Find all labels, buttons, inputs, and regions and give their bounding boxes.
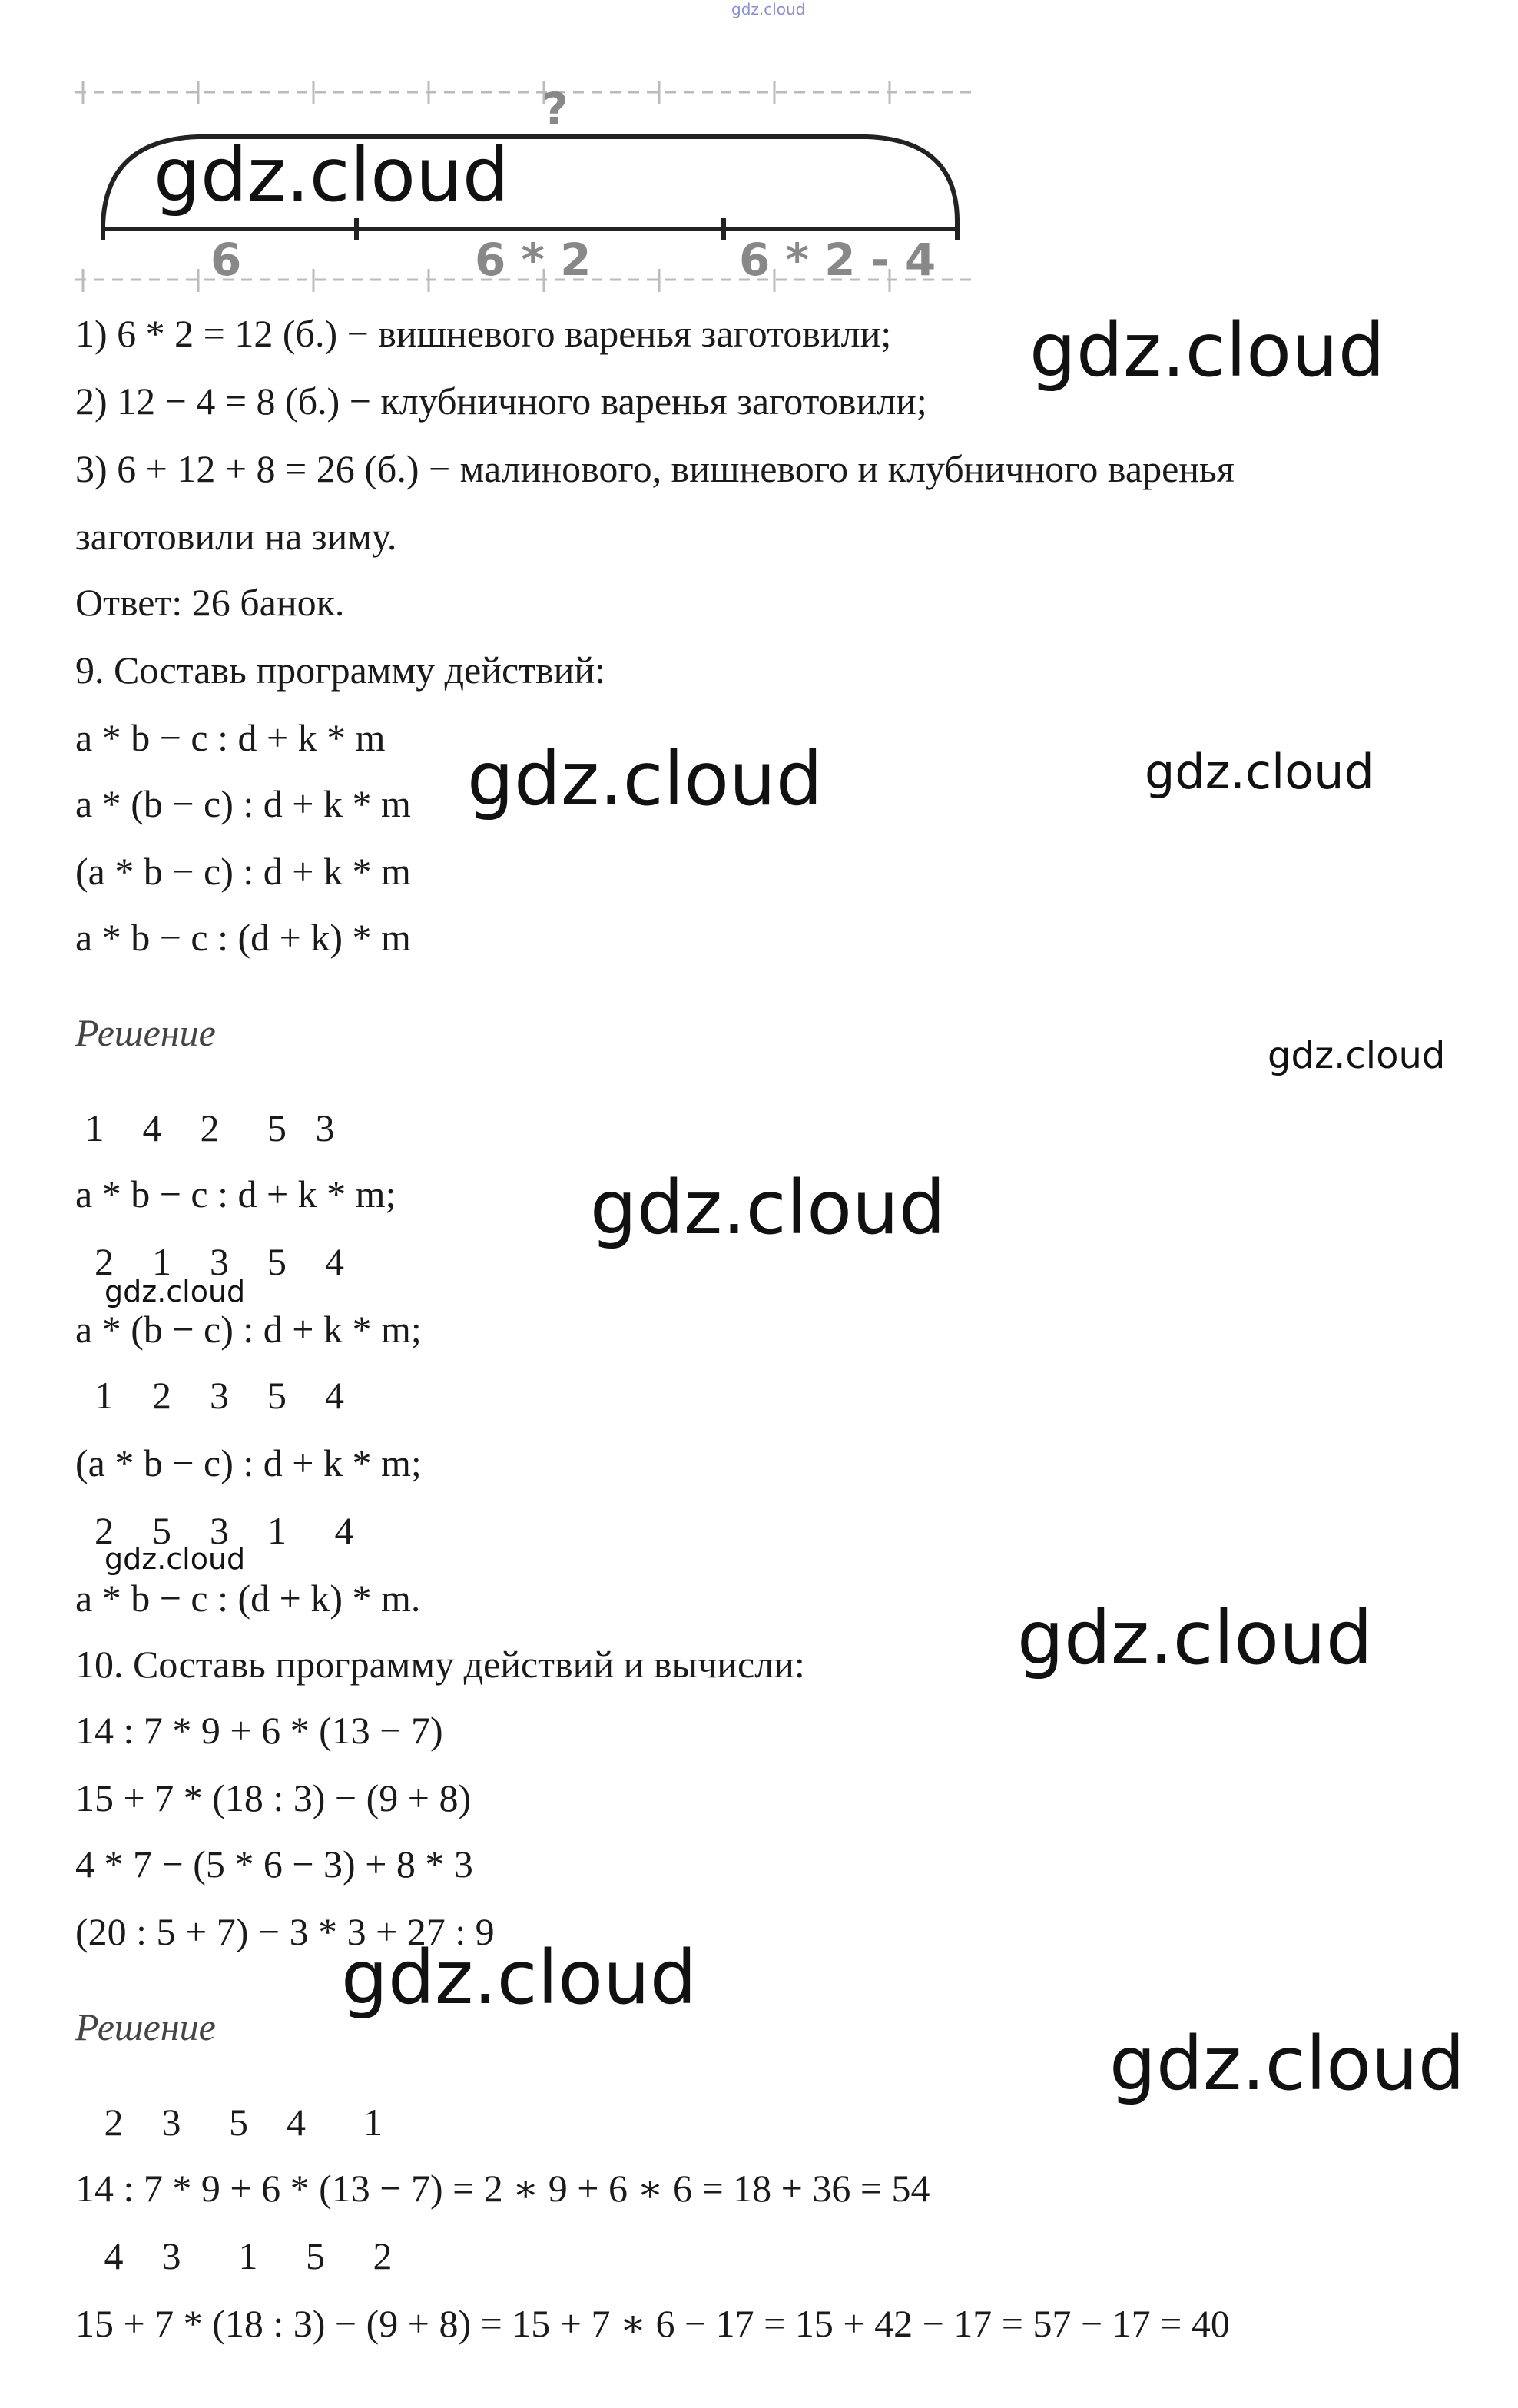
solution-step-3: 3) 6 + 12 + 8 = 26 (б.) − малинового, вишневого и клубничного варенья: [75, 447, 1235, 490]
order-numbers-1: 1 4 2 5 3: [75, 1106, 335, 1149]
segment-label-1: 6: [210, 234, 242, 286]
task-10-expr-2: 15 + 7 * (18 : 3) − (9 + 8): [75, 1776, 472, 1819]
order-numbers-4: 2 5 3 1 4: [75, 1509, 354, 1552]
order-numbers-5: 2 3 5 4 1: [75, 2101, 383, 2144]
task-9-title: 9. Составь программу действий:: [75, 648, 606, 692]
task-10-expr-1: 14 : 7 * 9 + 6 * (13 − 7): [75, 1709, 443, 1752]
order-numbers-3: 1 2 3 5 4: [75, 1374, 344, 1417]
watermark-top: gdz.cloud: [731, 0, 806, 18]
question-label: ?: [542, 83, 568, 135]
watermark: gdz.cloud: [154, 132, 509, 218]
watermark: gdz.cloud: [1017, 1595, 1373, 1681]
watermark: gdz.cloud: [1109, 2021, 1465, 2107]
watermark: gdz.cloud: [104, 1275, 246, 1308]
task-9-answer-3: (a * b − c) : d + k * m;: [75, 1441, 422, 1484]
segment-label-2: 6 * 2: [475, 234, 592, 286]
watermark: gdz.cloud: [590, 1165, 946, 1251]
task-9-expr-2: a * (b − c) : d + k * m: [75, 782, 411, 825]
solution-step-2: 2) 12 − 4 = 8 (б.) − клубничного варенья заготовили;: [75, 380, 927, 423]
task-9-answer-1: a * b − c : d + k * m;: [75, 1172, 396, 1216]
watermark: gdz.cloud: [1145, 744, 1374, 800]
task-9-expr-1: a * b − c : d + k * m: [75, 716, 386, 759]
task-10-order-2: 4 3 1 5 2: [75, 2234, 393, 2277]
task-9-answer-2: a * (b − c) : d + k * m;: [75, 1308, 422, 1351]
solution-step-1: 1) 6 * 2 = 12 (б.) − вишневого варенья заготовили;: [75, 312, 892, 355]
solution-step-3-cont: заготовили на зиму.: [75, 515, 397, 558]
task-10-expr-3: 4 * 7 − (5 * 6 − 3) + 8 * 3: [75, 1842, 473, 1886]
task-10-answer-2: 15 + 7 * (18 : 3) − (9 + 8) = 15 + 7 ∗ 6 − 17 = 15 + 42 − 17 = 57 − 17 = 40: [75, 2302, 1230, 2345]
solution-heading-10: Решение: [75, 2005, 216, 2048]
task-10-title: 10. Составь программу действий и вычисли:: [75, 1643, 805, 1686]
solution-heading-9: Решение: [75, 1011, 216, 1054]
task-9-expr-4: a * b − c : (d + k) * m: [75, 916, 411, 959]
task-10-answer-1: 14 : 7 * 9 + 6 * (13 − 7) = 2 ∗ 9 + 6 ∗ 6 = 18 + 36 = 54: [75, 2167, 930, 2210]
watermark: gdz.cloud: [341, 1935, 697, 2021]
task-9-expr-3: (a * b − c) : d + k * m: [75, 850, 411, 893]
answer: Ответ: 26 банок.: [75, 581, 345, 624]
segment-label-3: 6 * 2 - 4: [739, 234, 936, 286]
watermark: gdz.cloud: [1268, 1034, 1446, 1077]
task-9-answer-4: a * b − c : (d + k) * m.: [75, 1577, 421, 1620]
task-10-expr-4: (20 : 5 + 7) − 3 * 3 + 27 : 9: [75, 1910, 495, 1953]
order-numbers-2: 2 1 3 5 4: [75, 1240, 344, 1283]
watermark: gdz.cloud: [467, 736, 823, 822]
watermark: gdz.cloud: [1029, 307, 1385, 393]
watermark: gdz.cloud: [104, 1542, 246, 1576]
